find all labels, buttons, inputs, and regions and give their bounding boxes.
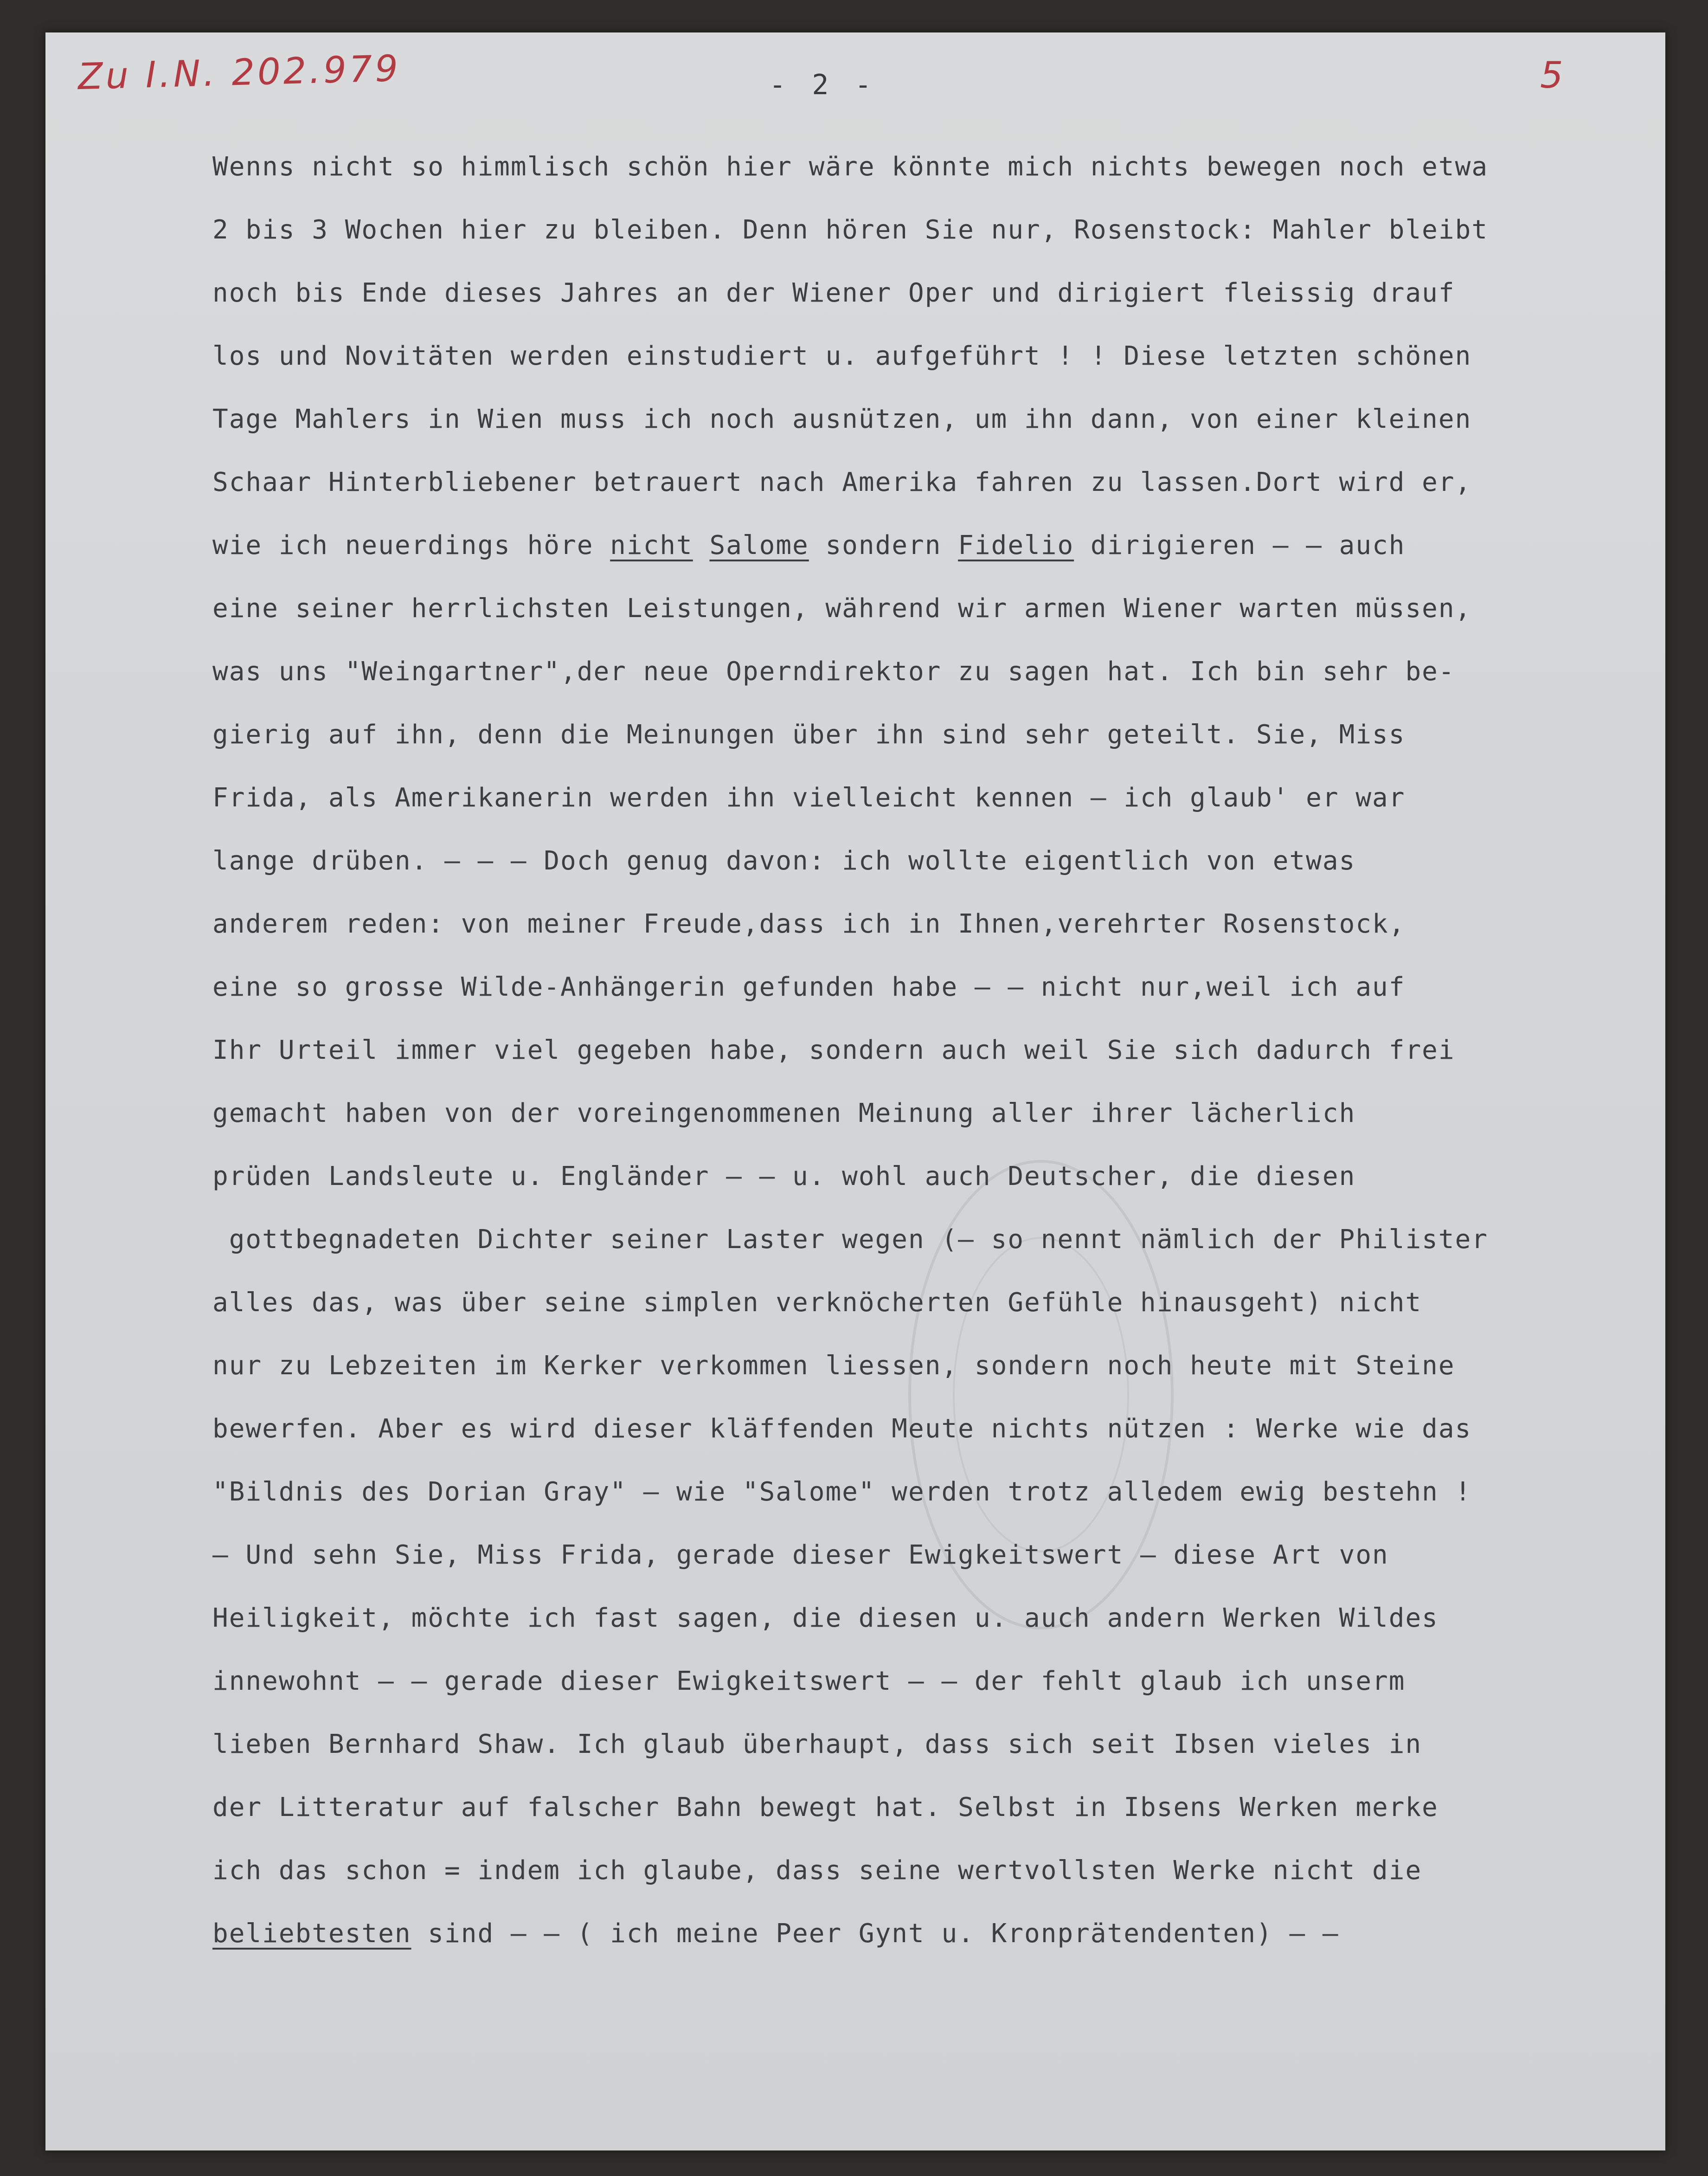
underlined-word: beliebtesten	[212, 1918, 411, 1949]
text-line: anderem reden: von meiner Freude,dass ich in Ihnen,verehrter Rosenstock,	[212, 909, 1406, 939]
typed-letter-body	[212, 135, 1660, 1965]
text-line: eine seiner herrlichsten Leistungen, während wir armen Wiener warten müssen,	[212, 593, 1472, 624]
text-line: innewohnt — — gerade dieser Ewigkeitswert — — der fehlt glaub ich unserm	[212, 1666, 1406, 1696]
text-line: gottbegnadeten Dichter seiner Laster wegen (— so nennt nämlich der Philister	[212, 1224, 1489, 1255]
text-line: lieben Bernhard Shaw. Ich glaub überhaupt, dass sich seit Ibsen vieles in	[212, 1729, 1422, 1759]
text-line: prüden Landsleute u. Engländer — — u. wohl auch Deutscher, die diesen	[212, 1161, 1356, 1191]
text-line: gemacht haben von der voreingenommenen Meinung aller ihrer lächerlich	[212, 1098, 1356, 1128]
text-line: beliebtesten sind — — ( ich meine Peer Gynt u. Kronprätendenten) — —	[212, 1918, 1339, 1949]
text-line: was uns "Weingartner",der neue Operndirektor zu sagen hat. Ich bin sehr be-	[212, 657, 1455, 687]
underlined-word: nicht	[610, 530, 693, 560]
text-line: los und Novitäten werden einstudiert u. aufgeführt ! ! Diese letzten schönen	[212, 341, 1472, 371]
text-line: Ihr Urteil immer viel gegeben habe, sondern auch weil Sie sich dadurch frei	[212, 1035, 1455, 1065]
text-line: Schaar Hinterbliebener betrauert nach Amerika fahren zu lassen.Dort wird er,	[212, 467, 1472, 497]
text-line: noch bis Ende dieses Jahres an der Wiener Oper und dirigiert fleissig drauf	[212, 278, 1455, 308]
letter-page	[45, 32, 1665, 2150]
text-line: bewerfen. Aber es wird dieser kläffenden Meute nichts nützen : Werke wie das	[212, 1414, 1472, 1444]
page-number: - 2 -	[769, 69, 876, 101]
text-line: wie ich neuerdings höre nicht Salome sondern Fidelio dirigieren — — auch	[212, 530, 1406, 560]
text-line: gierig auf ihn, denn die Meinungen über ihn sind sehr geteilt. Sie, Miss	[212, 720, 1406, 750]
text-line: eine so grosse Wilde-Anhängerin gefunden habe — — nicht nur,weil ich auf	[212, 972, 1406, 1002]
text-line: Wenns nicht so himmlisch schön hier wäre könnte mich nichts bewegen noch etwa	[212, 152, 1489, 182]
text-line: alles das, was über seine simplen verknöcherten Gefühle hinausgeht) nicht	[212, 1288, 1422, 1318]
text-line: lange drüben. — — — Doch genug davon: ich wollte eigentlich von etwas	[212, 846, 1356, 876]
text-line: Tage Mahlers in Wien muss ich noch ausnützen, um ihn dann, von einer kleinen	[212, 404, 1472, 434]
archive-reference-annotation: Zu I.N. 202.979	[77, 47, 402, 98]
folio-number: 5	[1540, 55, 1563, 97]
text-line: ich das schon = indem ich glaube, dass seine wertvollsten Werke nicht die	[212, 1855, 1422, 1886]
underlined-word: Fidelio	[958, 530, 1074, 560]
text-line: der Litteratur auf falscher Bahn bewegt hat. Selbst in Ibsens Werken merke	[212, 1792, 1438, 1822]
text-line: 2 bis 3 Wochen hier zu bleiben. Denn hören Sie nur, Rosenstock: Mahler bleibt	[212, 215, 1489, 245]
text-line: nur zu Lebzeiten im Kerker verkommen liessen, sondern noch heute mit Steine	[212, 1351, 1455, 1381]
underlined-word: Salome	[709, 530, 809, 560]
text-line: Heiligkeit, möchte ich fast sagen, die diesen u. auch andern Werken Wildes	[212, 1603, 1438, 1633]
text-line: "Bildnis des Dorian Gray" — wie "Salome" werden trotz alledem ewig bestehn !	[212, 1477, 1472, 1507]
text-line: — Und sehn Sie, Miss Frida, gerade dieser Ewigkeitswert — diese Art von	[212, 1540, 1389, 1570]
text-line: Frida, als Amerikanerin werden ihn vielleicht kennen — ich glaub' er war	[212, 783, 1406, 813]
